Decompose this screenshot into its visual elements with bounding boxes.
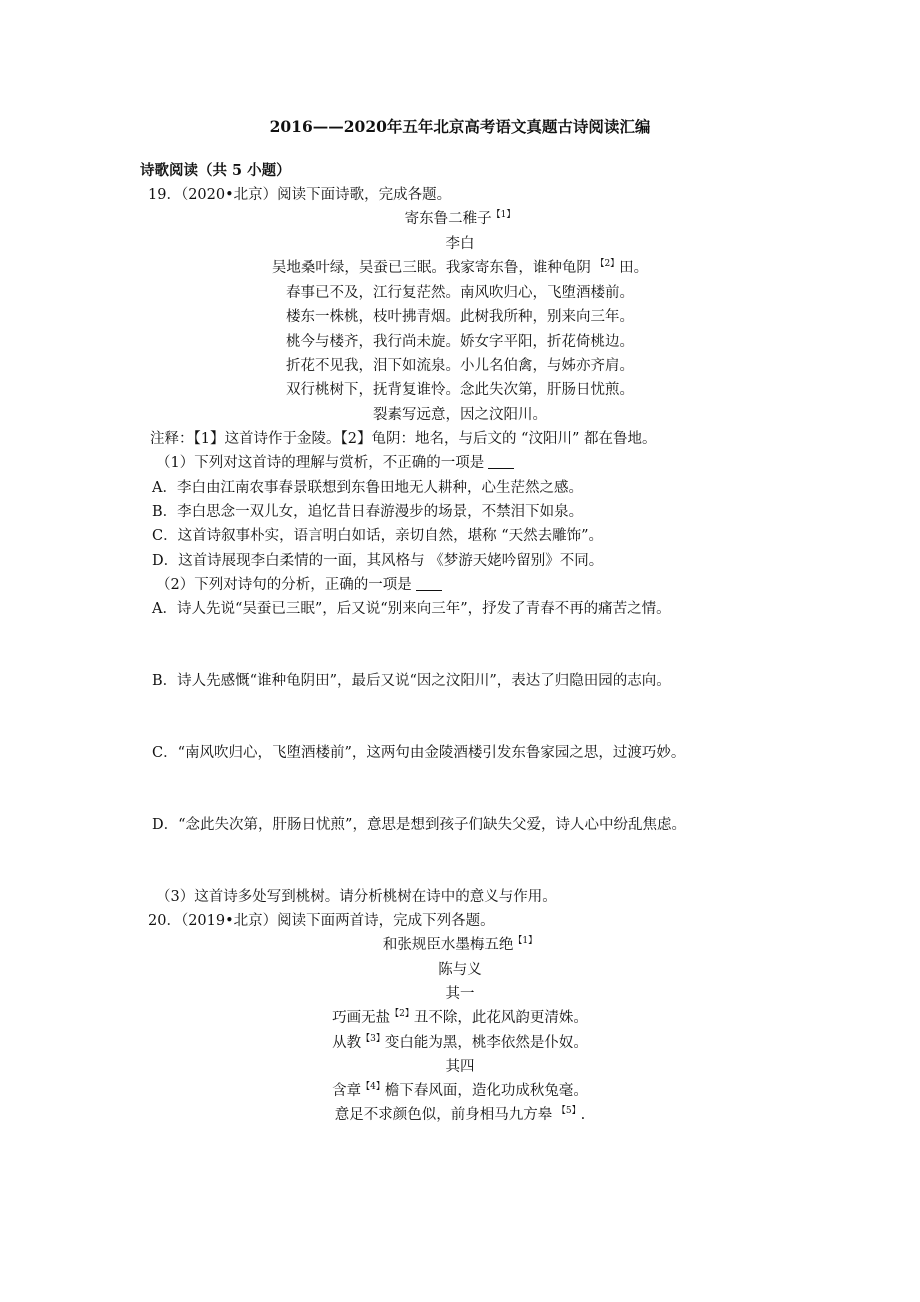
q20-p4l2-b: . — [580, 1107, 586, 1123]
q20-intro: 20．（2019•北京）阅读下面两首诗，完成下列各题。 — [148, 913, 495, 929]
q19-poem-title — [0, 209, 920, 229]
q20-poem-title-note: 【1】 — [513, 936, 538, 946]
q20-author: 陈与义 — [438, 962, 482, 978]
q19-poem-line-6: 双行桃树下，抚背复谁怜。念此失次第，肝肠日忧煎。 — [286, 382, 634, 398]
q19-sub1-stem-text: （1）下列对这首诗的理解与赏析，不正确的一项是 — [156, 455, 485, 471]
answer-blank — [416, 576, 442, 591]
q19-sub2-stem-text: （2）下列对诗句的分析，正确的一项是 — [156, 577, 412, 593]
q20-p4l1-note: 【4】 — [361, 1082, 385, 1092]
q20-p4l1-a: 含章 — [332, 1083, 362, 1099]
q19-sub2-option-d: D．“念此失次第，肝肠日忧煎”，意思是想到孩子们缺失父爱，诗人心中纷乱焦虑。 — [152, 817, 686, 833]
q20-part4-line-1 — [0, 1081, 920, 1101]
q20-part1-line-2 — [0, 1033, 920, 1053]
q19-poem-line-1 — [0, 258, 920, 278]
q19-poem-line-7: 裂素写远意，因之汶阳川。 — [373, 407, 547, 423]
q20-part-4-heading: 其四 — [445, 1059, 475, 1075]
q20-part-1-heading: 其一 — [445, 986, 475, 1002]
q19-poem-title-text: 寄东鲁二稚子 — [404, 211, 492, 227]
q19-line1-a: 吴地桑叶绿，吴蚕已三眠。我家寄东鲁，谁种龟阴 — [271, 260, 591, 276]
q19-poem-line-2: 春事已不及，江行复茫然。南风吹归心，飞堕酒楼前。 — [286, 285, 634, 301]
q20-p4l2-a: 意足不求颜色似，前身相马九方皋 — [334, 1107, 553, 1123]
q19-poem-line-4: 桃今与楼齐，我行尚未旋。娇女字平阳，折花倚桃边。 — [286, 334, 634, 350]
q19-sub2-option-b: B．诗人先感慨“谁种龟阴田”，最后又说“因之汶阳川”，表达了归隐田园的志向。 — [152, 673, 671, 689]
q19-sub2-option-a: A．诗人先说“吴蚕已三眠”，后又说“别来向三年”，抒发了青春不再的痛苦之情。 — [152, 601, 671, 617]
q19-poem-line-3: 楼东一株桃，枝叶拂青烟。此树我所种，别来向三年。 — [286, 309, 634, 325]
section-heading: 诗歌阅读（共 5 小题） — [140, 162, 291, 179]
q19-sub3: （3）这首诗多处写到桃树。请分析桃树在诗中的意义与作用。 — [156, 889, 557, 905]
answer-blank — [488, 454, 514, 469]
q19-line1-b: 田。 — [619, 260, 649, 276]
q19-author: 李白 — [445, 236, 475, 252]
q19-sub1-option-a: A．李白由江南农事春景联想到东鲁田地无人耕种，心生茫然之感。 — [152, 480, 583, 496]
q19-sub2-stem — [156, 575, 442, 595]
document-title: 2016——2020年五年北京高考语文真题古诗阅读汇编 — [269, 117, 651, 136]
q20-p1l2-a: 从教 — [332, 1035, 362, 1051]
q19-notes: 注释：【1】这首诗作于金陵。【2】龟阴：地名，与后文的 “汶阳川” 都在鲁地。 — [150, 431, 657, 447]
q19-poem-title-note: 【1】 — [491, 210, 516, 220]
q19-sub2-option-c: C．“南风吹归心，飞堕酒楼前”，这两句由金陵酒楼引发东鲁家园之思，过渡巧妙。 — [152, 745, 686, 761]
q19-poem-line-5: 折花不见我，泪下如流泉。小儿名伯禽，与姊亦齐肩。 — [286, 358, 634, 374]
q19-sub1-option-b: B．李白思念一双儿女，追忆昔日春游漫步的场景，不禁泪下如泉。 — [152, 504, 584, 520]
q20-part1-line-1 — [0, 1008, 920, 1028]
q20-p1l1-b: 丑不除，此花风韵更清姝。 — [413, 1010, 588, 1026]
q20-p1l2-note: 【3】 — [361, 1034, 385, 1044]
q19-intro: 19．（2020•北京）阅读下面诗歌，完成各题。 — [148, 187, 452, 203]
q20-p1l1-a: 巧画无盐 — [332, 1010, 391, 1026]
q19-line1-note: 【2】 — [595, 259, 620, 269]
q19-sub1-stem — [156, 453, 514, 473]
q20-p4l2-note: 【5】 — [556, 1106, 581, 1116]
q20-poem-title-text: 和张规臣水墨梅五绝 — [382, 937, 514, 953]
q20-poem-title — [0, 935, 920, 955]
q19-sub1-option-d: D．这首诗展现李白柔情的一面，其风格与 《梦游天姥吟留别》不同。 — [152, 553, 604, 569]
q20-part4-line-2 — [0, 1105, 920, 1125]
q20-p1l2-b: 变白能为黑，桃李依然是仆奴。 — [384, 1035, 588, 1051]
q20-p4l1-b: 檐下春风面，造化功成秋兔毫。 — [384, 1083, 588, 1099]
q19-sub1-option-c: C．这首诗叙事朴实，语言明白如话，亲切自然，堪称 “天然去雕饰”。 — [152, 528, 604, 544]
q20-p1l1-note: 【2】 — [390, 1009, 414, 1019]
